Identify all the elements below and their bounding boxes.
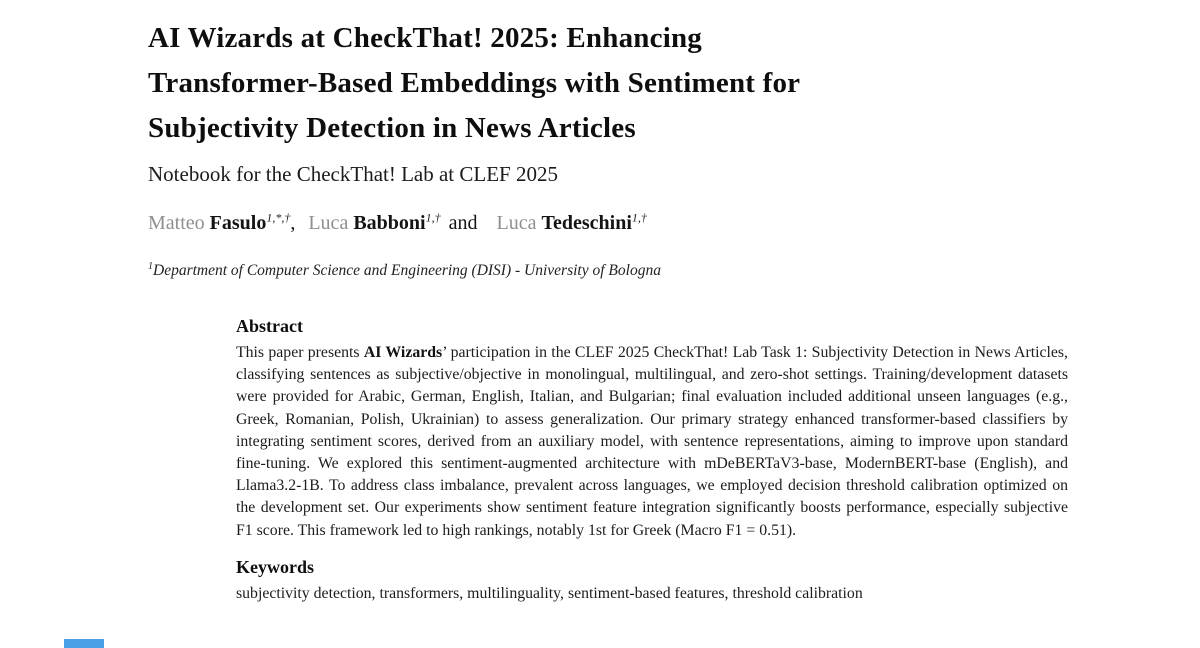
paper-title-line-2: Transformer-Based Embeddings with Sentiment for	[148, 67, 801, 99]
author-2-first-name: Luca	[308, 212, 349, 234]
author-3-first-name: Luca	[496, 212, 537, 234]
author-1-first-name: Matteo	[148, 212, 205, 234]
author-3-last-name: Tedeschini	[541, 212, 632, 234]
paper-title-line-1: AI Wizards at CheckThat! 2025: Enhancing	[148, 22, 702, 54]
author-separator-comma: ,	[290, 212, 296, 234]
author-separator-and: and	[448, 212, 478, 234]
affiliation-text: Department of Computer Science and Engineering (DISI) - University of Bologna	[153, 262, 661, 279]
abstract-body: ’ participation in the CLEF 2025 CheckThat! Lab Task 1: Subjectivity Detection in News Articles, classifying sentences as subjective/objective in monolingual, multilingual, and zero-shot settings. Training/development datasets were provided for Arabic, German, English, Italian, and Bulgarian; final evaluation included additional unseen languages (e.g., Greek, Romanian, Polish, Ukrainian) to assess generalization. Our primary strategy enhanced transformer-based classifiers by integrating sentiment scores, derived from an auxiliary model, with sentence representations, aiming to improve upon standard fine-tuning. We explored this sentiment-augmented architecture with mDeBERTaV3-base, ModernBERT-base (English), and Llama3.2-1B. To address class imbalance, prevalent across languages, we employed decision threshold calibration optimized on the development set. Our experiments show sentiment feature integration significantly boosts performance, especially subjective F1 score. This framework led to high rankings, notably 1st for Greek (Macro F1 = 0.51).	[236, 344, 1068, 539]
abstract-lead: This paper presents	[236, 344, 364, 361]
abstract-team-name: AI Wizards	[363, 344, 443, 361]
author-1-last-name: Fasulo	[209, 212, 267, 234]
author-2-superscript: 1,†	[425, 210, 441, 225]
keywords-text: subjectivity detection, transformers, multilinguality, sentiment-based features, threshold calibration	[236, 584, 863, 602]
paper-header	[148, 16, 1078, 281]
author-1-superscript: 1,*,†	[266, 210, 291, 225]
abstract-text	[236, 342, 1068, 542]
author-3-superscript: 1,†	[631, 210, 647, 225]
abstract-section	[236, 314, 1068, 605]
paper-subtitle: Notebook for the CheckThat! Lab at CLEF 2025	[148, 162, 558, 186]
affiliation-superscript: 1	[148, 260, 153, 272]
author-line	[148, 209, 1078, 237]
affiliation	[148, 261, 1078, 281]
paper-title-line-3: Subjectivity Detection in News Articles	[148, 112, 636, 144]
author-2	[308, 212, 440, 234]
paper-title	[148, 16, 1078, 151]
author-1	[148, 212, 290, 234]
keywords-heading: Keywords	[236, 556, 314, 577]
author-3	[496, 212, 646, 234]
bottom-left-blue-artifact	[64, 639, 104, 648]
author-2-last-name: Babboni	[353, 212, 426, 234]
abstract-heading: Abstract	[236, 316, 303, 336]
